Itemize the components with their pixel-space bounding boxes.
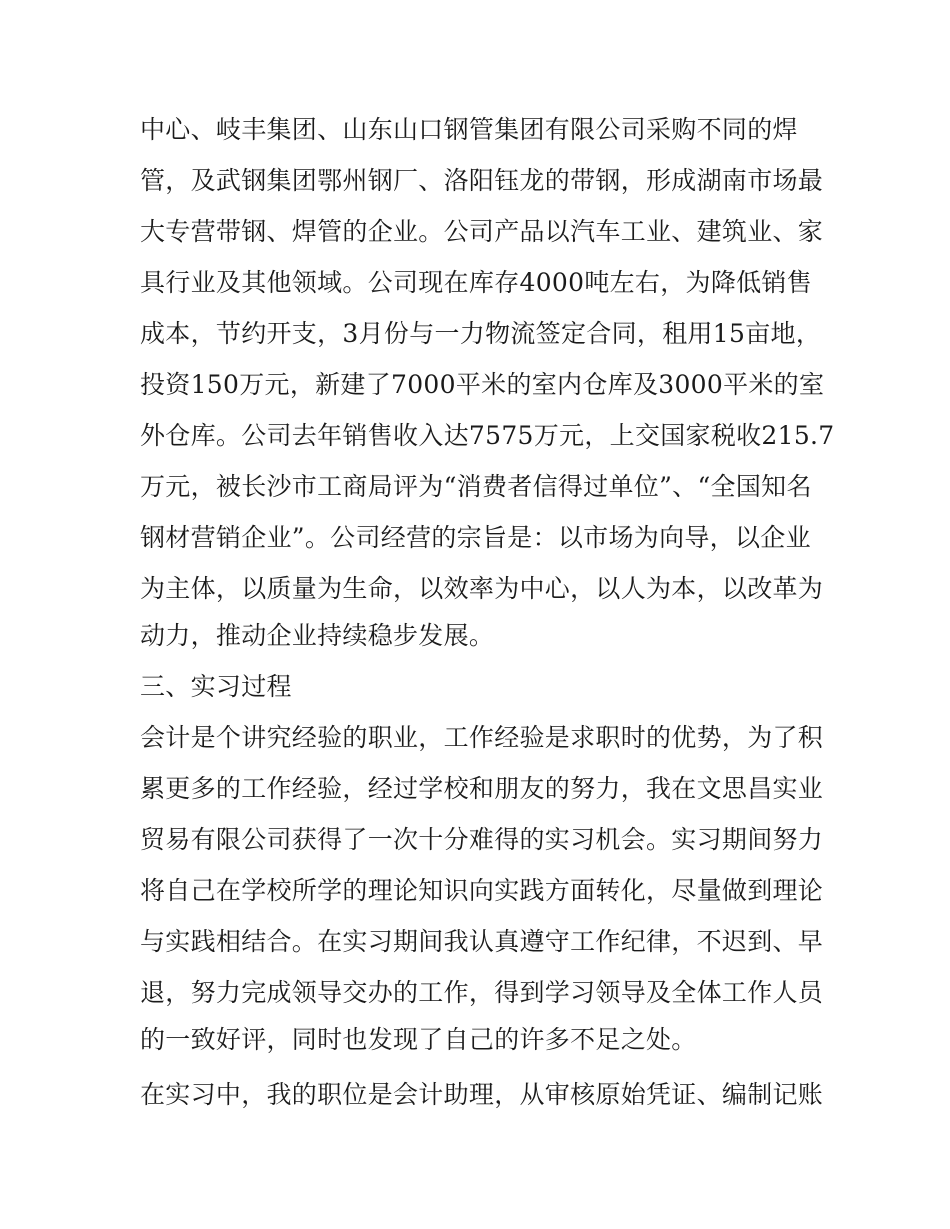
text-line: 将自己在学校所学的理论知识向实践方面转化，尽量做到理论 — [140, 876, 824, 905]
text-line: 投资150万元，新建了7000平米的室内仓库及3000平米的室 — [140, 370, 825, 399]
text-line: 万元，被长沙市工商局评为“消费者信得过单位”、“全国知名 — [140, 472, 812, 501]
text-line: 会计是个讲究经验的职业，工作经验是求职时的优势，为了积 — [140, 723, 824, 752]
text-line: 中心、岐丰集团、山东山口钢管集团有限公司采购不同的焊 — [140, 115, 798, 144]
text-line: 动力，推动企业持续稳步发展。 — [140, 621, 495, 650]
text-line: 具行业及其他领域。公司现在库存4000吨左右，为降低销售 — [140, 268, 813, 297]
text-line: 管，及武钢集团鄂州钢厂、洛阳钰龙的带钢，形成湖南市场最 — [140, 166, 824, 195]
text-line: 成本，节约开支，3月份与一力物流签定合同，租用15亩地， — [140, 319, 822, 348]
text-line: 大专营带钢、焊管的企业。公司产品以汽车工业、建筑业、家 — [140, 217, 824, 246]
text-line: 贸易有限公司获得了一次十分难得的实习机会。实习期间努力 — [140, 825, 824, 854]
text-line: 与实践相结合。在实习期间我认真遵守工作纪律，不迟到、早 — [140, 927, 824, 956]
text-line: 累更多的工作经验，经过学校和朋友的努力，我在文思昌实业 — [140, 774, 824, 803]
text-line: 为主体，以质量为生命，以效率为中心，以人为本，以改革为 — [140, 574, 824, 603]
text-line: 在实习中，我的职位是会计助理，从审核原始凭证、编制记账 — [140, 1080, 824, 1109]
text-line: 退，努力完成领导交办的工作，得到学习领导及全体工作人员 — [140, 978, 824, 1007]
text-line: 外仓库。公司去年销售收入达7575万元，上交国家税收215.7 — [140, 421, 835, 450]
section-heading: 三、实习过程 — [140, 672, 292, 701]
text-line: 的一致好评，同时也发现了自己的许多不足之处。 — [140, 1025, 697, 1054]
text-line: 钢材营销企业”。公司经营的宗旨是：以市场为向导，以企业 — [140, 523, 811, 552]
